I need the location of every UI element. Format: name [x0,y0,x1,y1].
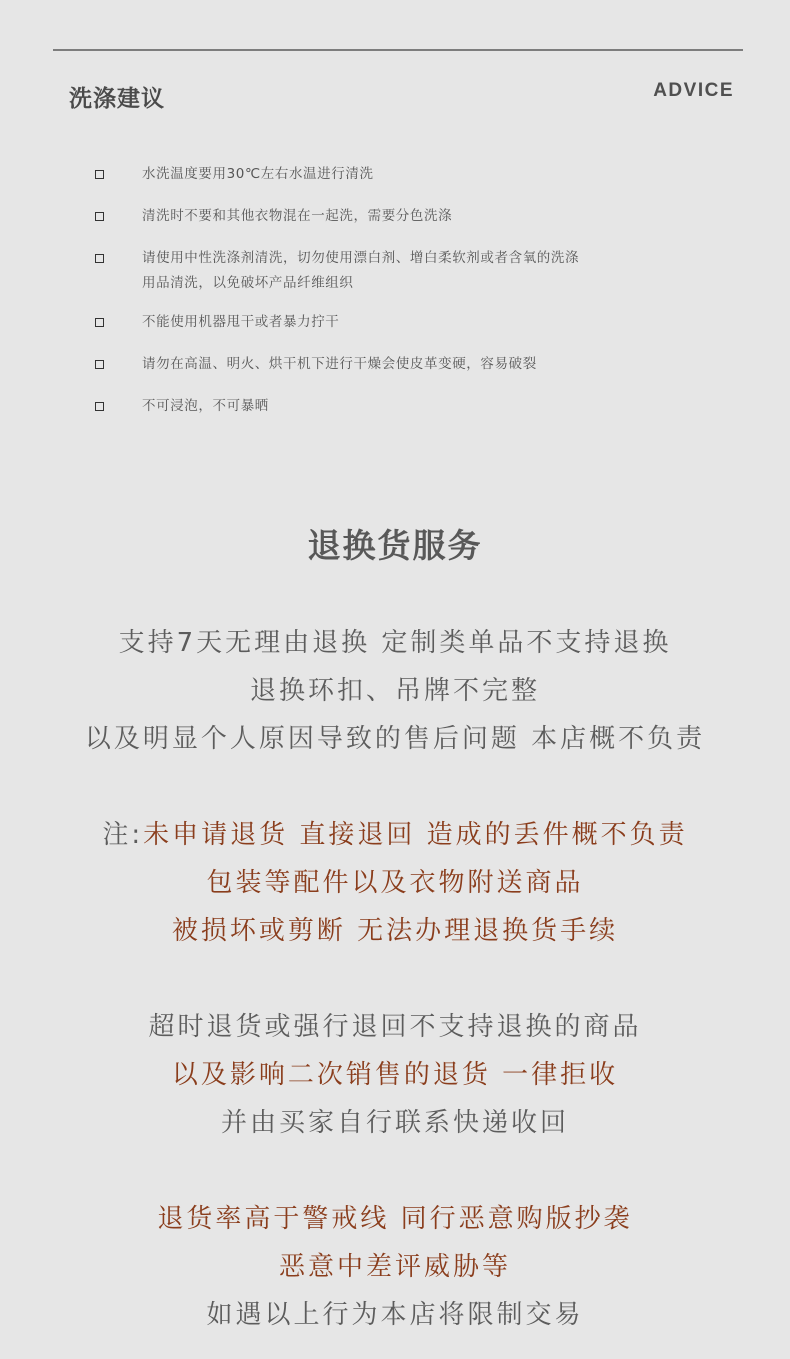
checkbox-icon [95,254,104,263]
advice-text: 不能使用机器甩干或者暴力拧干 [142,314,340,330]
advice-text: 请使用中性洗涤剂清洗，切勿使用漂白剂、增白柔软剂或者含氧的洗涤 [142,250,580,266]
note-text: 未申请退货 直接退回 造成的丢件概不负责 [143,820,688,850]
section-title: 洗涤建议 [69,86,165,112]
checkbox-icon [95,360,104,369]
note-prefix: 注: [102,820,144,850]
checkbox-icon [95,170,104,179]
section-title-en: ADVICE [653,80,734,101]
checkbox-icon [95,318,104,327]
warning-line: 恶意中差评威胁等 [278,1252,511,1282]
service-title: 退换货服务 [307,526,483,565]
note-line: 被损坏或剪断 无法办理退换货手续 [171,916,619,946]
advice-text: 清洗时不要和其他衣物混在一起洗，需要分色洗涤 [142,208,453,224]
note-line [0,814,790,851]
policy-line: 如遇以上行为本店将限制交易 [206,1300,584,1330]
top-divider [53,49,743,51]
warning-line: 退货率高于警戒线 同行恶意购版抄袭 [157,1204,633,1234]
advice-text: 不可浸泡，不可暴晒 [142,398,269,414]
policy-line: 以及明显个人原因导致的售后问题 本店概不负责 [84,724,706,754]
policy-line: 并由买家自行联系快递收回 [220,1108,569,1138]
policy-line: 支持7天无理由退换 定制类单品不支持退换 [118,628,672,658]
policy-line: 超时退货或强行退回不支持退换的商品 [148,1012,642,1042]
advice-text: 请勿在高温、明火、烘干机下进行干燥会使皮革变硬，容易破裂 [142,356,537,372]
policy-line: 以及影响二次销售的退货 一律拒收 [171,1060,619,1090]
advice-text: 水洗温度要用30℃左右水温进行清洗 [142,166,374,182]
note-line: 包装等配件以及衣物附送商品 [206,868,584,898]
policy-line: 退换环扣、吊牌不完整 [249,676,540,706]
checkbox-icon [95,402,104,411]
checkbox-icon [95,212,104,221]
advice-text: 用品清洗，以免破坏产品纤维组织 [142,275,354,291]
